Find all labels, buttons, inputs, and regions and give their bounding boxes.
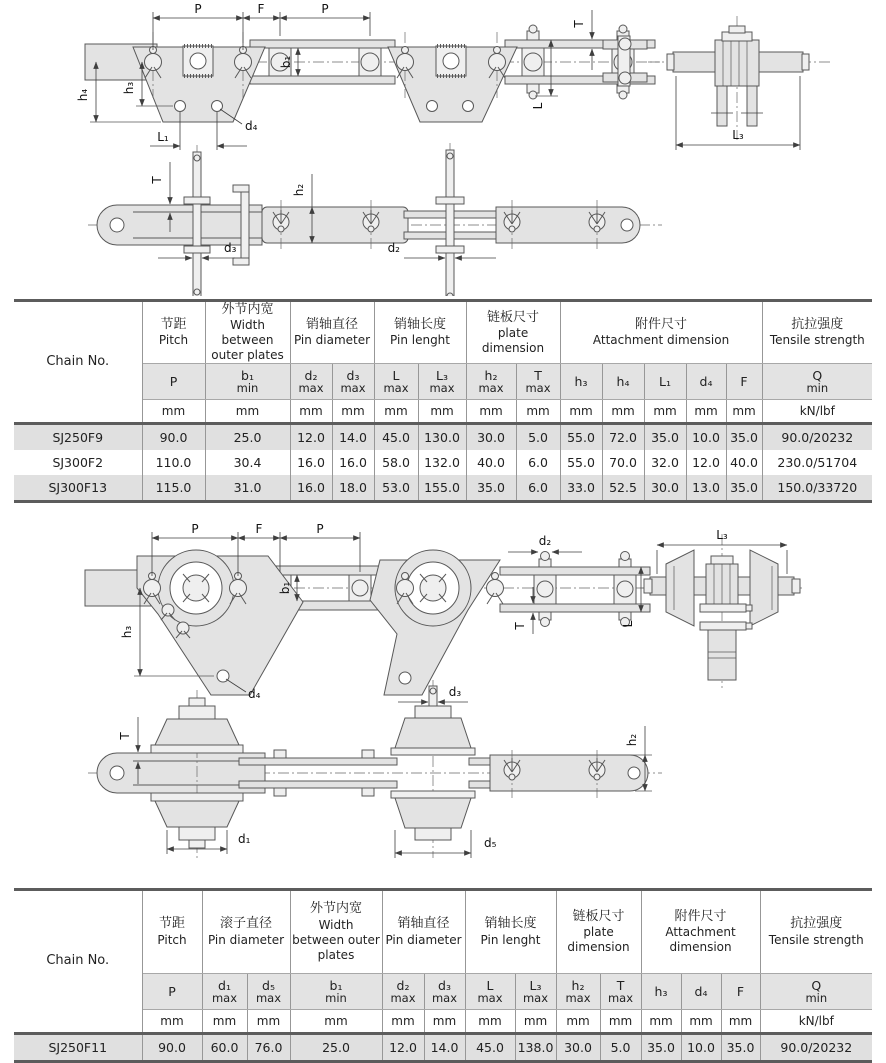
value-cell: 90.0 — [142, 424, 205, 451]
col-unit: mm — [516, 400, 560, 424]
col-symbol — [681, 974, 721, 1010]
chain-no-cell: SJ250F11 — [48, 1039, 108, 1055]
dim-label-f: F — [257, 2, 265, 16]
col-unit: mm — [374, 400, 418, 424]
unit-row — [14, 400, 872, 424]
spec-table-1-wrap — [14, 299, 872, 503]
group-header — [760, 890, 872, 974]
value-cell: 35.0 — [726, 424, 762, 451]
symbol-text: h₃ — [574, 373, 588, 389]
dim-label-d2-2: d₂ — [538, 534, 552, 548]
symbol-qualifier: max — [298, 381, 324, 396]
col-unit: mm — [142, 1010, 202, 1034]
attachment-chain-drawing-bottom — [0, 512, 886, 882]
symbol-text: Q — [812, 367, 823, 383]
col-symbol — [560, 364, 602, 400]
col-symbol — [290, 974, 382, 1010]
col-unit: mm — [202, 1010, 247, 1034]
group-header-en: Pin diameter — [385, 932, 462, 947]
col-symbol — [142, 364, 205, 400]
group-header-zh: 链板尺寸 — [487, 309, 540, 325]
symbol-text: h₂ — [484, 367, 498, 383]
value-cell: 10.0 — [681, 1034, 721, 1062]
symbol-qualifier: max — [383, 381, 409, 396]
value-cell: 16.0 — [332, 450, 374, 475]
attachment-chain-drawing-top — [0, 0, 886, 296]
group-header-zh: 销轴长度 — [484, 916, 537, 932]
value-cell: 230.0/51704 — [762, 450, 872, 475]
col-symbol — [515, 974, 556, 1010]
value-cell: 53.0 — [374, 475, 418, 502]
group-header-en: Attachment dimension — [592, 333, 730, 348]
col-unit: kN/lbf — [760, 1010, 872, 1034]
dim-label-l3-2: L₃ — [716, 528, 728, 542]
value-cell: 58.0 — [374, 450, 418, 475]
value-cell: 6.0 — [516, 475, 560, 502]
symbol-text: L₃ — [436, 367, 448, 383]
col-symbol — [600, 974, 641, 1010]
group-header — [142, 890, 202, 974]
col-unit: mm — [332, 400, 374, 424]
dim-plate-thickness — [565, 10, 602, 70]
group-header-en: Pitch — [158, 333, 189, 348]
dim-label-f-2: F — [255, 522, 263, 536]
symbol-text: d₃ — [438, 977, 451, 993]
col-symbol — [374, 364, 418, 400]
value-cell: 76.0 — [247, 1034, 290, 1062]
group-header — [290, 301, 374, 364]
value-cell: 30.4 — [205, 450, 290, 475]
group-header-en: Pin diameter — [207, 932, 285, 947]
value-cell: 60.0 — [202, 1034, 247, 1062]
col-symbol — [142, 974, 202, 1010]
symbol-row — [14, 364, 872, 400]
group-header — [382, 890, 465, 974]
dim-label-l: L — [531, 102, 545, 110]
symbol-row — [14, 974, 872, 1010]
group-header-zh: 销轴长度 — [394, 317, 447, 332]
spec-table-2 — [14, 888, 872, 1063]
group-header-zh: 链板尺寸 — [572, 908, 625, 924]
col-unit: mm — [556, 1010, 600, 1034]
dim-label-h3: h₃ — [122, 81, 136, 95]
value-cell: 155.0 — [418, 475, 466, 502]
dim-label-d1: d₁ — [238, 832, 251, 846]
flanged-roller-2 — [391, 680, 475, 858]
col-unit: mm — [247, 1010, 290, 1034]
col-unit: kN/lbf — [762, 400, 872, 424]
value-cell: 16.0 — [290, 450, 332, 475]
col-symbol — [762, 364, 872, 400]
symbol-qualifier: max — [211, 991, 238, 1006]
symbol-text: T — [616, 977, 625, 993]
value-cell: 35.0 — [466, 475, 516, 502]
symbol-text: L — [486, 977, 494, 993]
value-cell: 13.0 — [686, 475, 726, 502]
value-cell: 18.0 — [332, 475, 374, 502]
table-row — [14, 450, 872, 475]
chain-no-cell: SJ300F13 — [48, 479, 108, 495]
symbol-text: h₄ — [616, 373, 630, 389]
col-unit: mm — [726, 400, 762, 424]
symbol-qualifier: max — [565, 991, 591, 1006]
dim-d2-2 — [508, 534, 582, 552]
value-cell: 12.0 — [686, 450, 726, 475]
symbol-text: d₂ — [304, 367, 318, 383]
table-row — [14, 475, 872, 502]
symbol-text: d₁ — [218, 977, 231, 993]
group-header-en: Width between outer plates — [292, 917, 380, 962]
value-cell: 30.0 — [466, 424, 516, 451]
dim-label-t-plan: T — [150, 176, 164, 184]
col-symbol — [466, 364, 516, 400]
chain-no-header: Chain No. — [14, 890, 142, 1034]
col-symbol — [556, 974, 600, 1010]
value-cell: 55.0 — [560, 450, 602, 475]
value-cell: 16.0 — [290, 475, 332, 502]
symbol-text: T — [534, 367, 542, 383]
value-cell: 35.0 — [641, 1034, 681, 1062]
dim-label-d3: d₃ — [224, 241, 237, 255]
value-cell: 110.0 — [142, 450, 205, 475]
symbol-text: L₃ — [529, 977, 542, 993]
dim-label-t-2: T — [513, 622, 527, 630]
value-cell: 52.5 — [602, 475, 644, 502]
symbol-text: P — [169, 373, 178, 389]
value-cell: 138.0 — [515, 1034, 556, 1062]
symbol-qualifier: max — [607, 991, 634, 1006]
group-header-zh: 抗拉强度 — [791, 317, 844, 332]
symbol-text: Q — [811, 977, 822, 993]
dim-label-h3-2: h₃ — [120, 625, 134, 639]
symbol-qualifier: min — [805, 991, 828, 1006]
value-cell: 130.0 — [418, 424, 466, 451]
col-symbol — [760, 974, 872, 1010]
group-header-en: plate dimension — [481, 325, 545, 355]
symbol-qualifier: max — [390, 991, 416, 1006]
value-cell: 90.0 — [142, 1034, 202, 1062]
value-cell: 10.0 — [686, 424, 726, 451]
value-cell: 30.0 — [644, 475, 686, 502]
symbol-qualifier: max — [477, 991, 503, 1006]
col-symbol — [202, 974, 247, 1010]
symbol-qualifier: max — [431, 991, 458, 1006]
symbol-text: L — [392, 367, 400, 383]
col-unit: mm — [466, 400, 516, 424]
value-cell: 25.0 — [290, 1034, 382, 1062]
chain-no-cell: SJ300F2 — [52, 454, 104, 470]
value-cell: 14.0 — [424, 1034, 465, 1062]
group-header-en: plate dimension — [567, 925, 630, 955]
symbol-text: d₄ — [699, 373, 713, 389]
value-cell: 30.0 — [556, 1034, 600, 1062]
symbol-text: F — [736, 983, 745, 999]
group-header-en: Pitch — [157, 932, 187, 947]
symbol-qualifier: min — [236, 381, 259, 396]
dim-label-l3: L₃ — [732, 128, 744, 142]
plan-view-2 — [88, 680, 662, 858]
table-row — [14, 1034, 872, 1062]
col-unit: mm — [205, 400, 290, 424]
value-cell: 5.0 — [516, 424, 560, 451]
col-symbol — [641, 974, 681, 1010]
value-cell: 132.0 — [418, 450, 466, 475]
col-unit: mm — [686, 400, 726, 424]
col-symbol — [247, 974, 290, 1010]
value-cell: 14.0 — [332, 424, 374, 451]
group-header-zh: 抗拉强度 — [790, 916, 843, 932]
symbol-qualifier: max — [522, 991, 549, 1006]
symbol-text: d₃ — [346, 367, 360, 383]
col-unit: mm — [602, 400, 644, 424]
dim-label-t: T — [572, 20, 586, 28]
value-cell: 115.0 — [142, 475, 205, 502]
spec-table-2-wrap — [14, 888, 872, 1063]
value-cell: 5.0 — [600, 1034, 641, 1062]
group-header — [762, 301, 872, 364]
col-unit: mm — [382, 1010, 424, 1034]
group-header-en: Pin lenght — [390, 333, 450, 348]
dim-l3 — [676, 76, 800, 150]
chain-no-cell: SJ250F9 — [52, 429, 104, 445]
value-cell: 25.0 — [205, 424, 290, 451]
dim-label-d4: d₄ — [245, 119, 258, 133]
symbol-text: L₁ — [659, 373, 671, 389]
group-header — [466, 301, 560, 364]
group-header-zh: 销轴直径 — [305, 317, 358, 332]
dim-label-l-2: L — [621, 620, 635, 628]
value-cell: 90.0/20232 — [762, 424, 872, 451]
dim-label-b1-2: b₁ — [278, 581, 292, 595]
group-header — [374, 301, 466, 364]
group-header — [641, 890, 760, 974]
col-symbol — [382, 974, 424, 1010]
col-symbol — [686, 364, 726, 400]
group-header-en: Tensile strength — [768, 932, 864, 947]
group-header-en: Attachment dimension — [665, 925, 736, 955]
symbol-qualifier: max — [340, 381, 366, 396]
group-header-zh: 节距 — [160, 317, 187, 332]
col-unit: mm — [560, 400, 602, 424]
group-header-zh: 外节内宽 — [309, 901, 362, 917]
group-header — [465, 890, 556, 974]
symbol-text: d₂ — [396, 977, 410, 993]
group-header-en: Width between outer plates — [211, 318, 284, 363]
value-cell: 6.0 — [516, 450, 560, 475]
side-view-2 — [85, 522, 655, 701]
symbol-text: d₄ — [694, 983, 708, 999]
symbol-text: h₃ — [654, 983, 668, 999]
col-unit: mm — [465, 1010, 515, 1034]
symbol-qualifier: min — [325, 991, 347, 1006]
col-symbol — [602, 364, 644, 400]
dim-label-d3-2: d₃ — [448, 685, 462, 699]
dim-label-d2: d₂ — [387, 241, 400, 255]
group-header-zh: 销轴直径 — [397, 916, 450, 932]
group-header — [202, 890, 290, 974]
col-unit: mm — [721, 1010, 760, 1034]
end-view-2 — [640, 528, 802, 688]
col-symbol — [721, 974, 760, 1010]
symbol-text: b₁ — [241, 367, 254, 383]
group-header — [290, 890, 382, 974]
dim-label-h2: h₂ — [292, 183, 306, 197]
col-symbol — [290, 364, 332, 400]
value-cell: 31.0 — [205, 475, 290, 502]
value-cell: 150.0/33720 — [762, 475, 872, 502]
symbol-qualifier: max — [255, 991, 282, 1006]
group-header-en: Pin lenght — [480, 932, 541, 947]
value-cell: 40.0 — [466, 450, 516, 475]
dim-label-h4: h₄ — [76, 88, 90, 102]
spec-table-1 — [14, 299, 872, 503]
group-header-en: Tensile strength — [769, 333, 865, 348]
group-header — [556, 890, 641, 974]
group-header — [142, 301, 205, 364]
value-cell: 35.0 — [644, 424, 686, 451]
col-unit: mm — [418, 400, 466, 424]
dim-label-b1: b₁ — [279, 55, 293, 69]
col-unit: mm — [290, 1010, 382, 1034]
col-unit: mm — [644, 400, 686, 424]
table-row — [14, 424, 872, 451]
symbol-text: h₂ — [571, 977, 585, 993]
dim-label-p2: P — [321, 2, 329, 16]
value-cell: 72.0 — [602, 424, 644, 451]
symbol-qualifier: max — [478, 381, 504, 396]
symbol-qualifier: max — [525, 381, 551, 396]
value-cell: 45.0 — [465, 1034, 515, 1062]
col-symbol — [726, 364, 762, 400]
dim-label-t-3: T — [118, 732, 132, 740]
symbol-text: F — [740, 373, 748, 389]
symbol-text: P — [168, 983, 176, 999]
symbol-text: d₅ — [262, 977, 275, 993]
value-cell: 55.0 — [560, 424, 602, 451]
group-header-zh: 附件尺寸 — [674, 908, 727, 924]
group-header-zh: 附件尺寸 — [635, 317, 688, 332]
value-cell: 12.0 — [382, 1034, 424, 1062]
group-header — [560, 301, 762, 364]
value-cell: 40.0 — [726, 450, 762, 475]
col-unit: mm — [142, 400, 205, 424]
value-cell: 90.0/20232 — [760, 1034, 872, 1062]
col-unit: mm — [681, 1010, 721, 1034]
side-view — [76, 2, 660, 150]
value-cell: 32.0 — [644, 450, 686, 475]
value-cell: 12.0 — [290, 424, 332, 451]
group-header-zh: 外节内宽 — [221, 302, 274, 317]
dim-label-d4-2: d₄ — [248, 687, 261, 701]
col-symbol — [465, 974, 515, 1010]
group-header-zh: 滚子直径 — [219, 916, 272, 932]
value-cell: 45.0 — [374, 424, 418, 451]
group-header-en: Pin diameter — [293, 333, 371, 348]
col-symbol — [205, 364, 290, 400]
value-cell: 70.0 — [602, 450, 644, 475]
symbol-qualifier: max — [429, 381, 455, 396]
chain-no-header: Chain No. — [14, 301, 142, 424]
group-header-zh: 节距 — [158, 916, 185, 932]
unit-row — [14, 1010, 872, 1034]
value-cell: 35.0 — [721, 1034, 760, 1062]
col-unit: mm — [600, 1010, 641, 1034]
col-symbol — [424, 974, 465, 1010]
col-unit: mm — [515, 1010, 556, 1034]
dim-label-p-3: P — [191, 522, 199, 536]
group-header — [205, 301, 290, 364]
group-header-row — [14, 301, 872, 364]
col-unit: mm — [424, 1010, 465, 1034]
dim-label-h2-2: h₂ — [625, 733, 639, 747]
col-symbol — [516, 364, 560, 400]
dim-label-d5: d₅ — [484, 836, 497, 850]
value-cell: 33.0 — [560, 475, 602, 502]
symbol-qualifier: min — [806, 381, 829, 396]
group-header-row — [14, 890, 872, 974]
col-unit: mm — [290, 400, 332, 424]
value-cell: 35.0 — [726, 475, 762, 502]
col-symbol — [332, 364, 374, 400]
dim-label-p-4: P — [316, 522, 324, 536]
symbol-text: b₁ — [329, 977, 343, 993]
col-symbol — [418, 364, 466, 400]
col-unit: mm — [641, 1010, 681, 1034]
dim-label-p: P — [194, 2, 202, 16]
plan-view — [88, 143, 662, 296]
dim-label-l1: L₁ — [157, 130, 169, 144]
col-symbol — [644, 364, 686, 400]
